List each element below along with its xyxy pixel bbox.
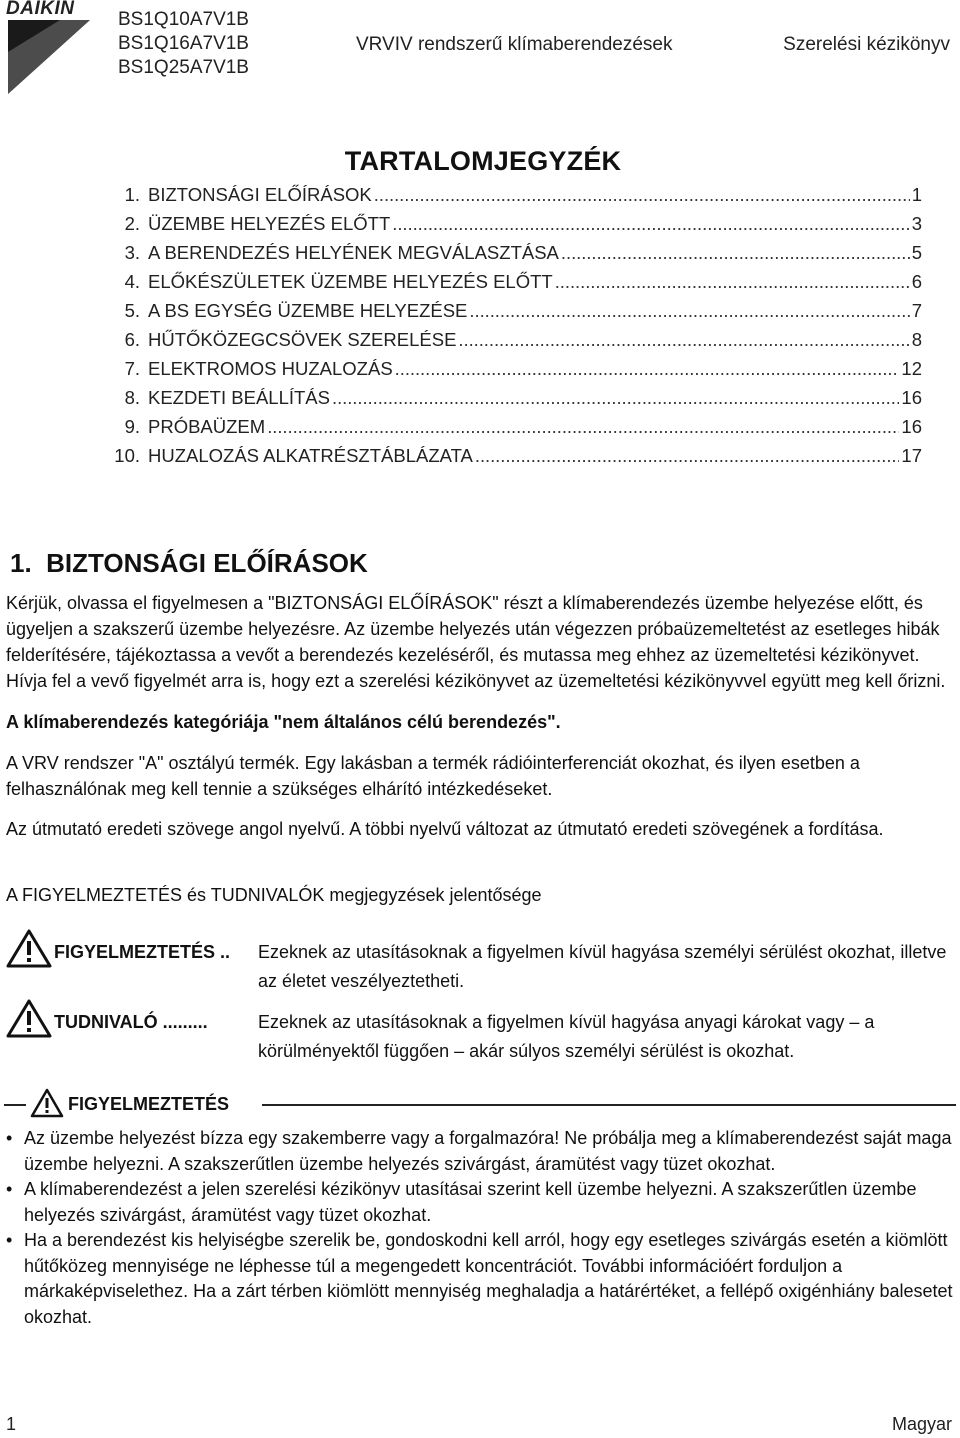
toc-number: 8.: [124, 387, 140, 408]
toc-text: HŰTŐKÖZEGCSÖVEK SZERELÉSE: [148, 329, 457, 350]
toc-item[interactable]: [104, 358, 922, 387]
toc-item[interactable]: [104, 271, 922, 300]
toc-page: 16: [901, 387, 922, 408]
model-number: BS1Q10A7V1B: [118, 9, 249, 30]
toc-number: 9.: [124, 416, 140, 437]
list-item: • Az üzembe helyezést bízza egy szakemberre vagy a forgalmazóra! Ne próbálja meg a klímaberendezést saját maga üzembe helyezni. A szakszerűtlen üzembe helyezés szivárgást, áramütést vagy tüzet okozhat.: [6, 1126, 956, 1177]
toc-page: 3: [911, 213, 922, 234]
list-item: • Ha a berendezést kis helyiségbe szerelik be, gondoskodni kell arról, hogy egy esetleges szivárgás esetén a kiömlött hűtőközeg mennyisége ne léphesse túl a megengedett koncentrációt. További információért forduljon a márkaképviselethez. Ha a zárt térben kiömlött mennyiség meghaladja a határértéket, a fellépő oxigénhiány balesetet okozhat.: [6, 1228, 956, 1330]
caution-triangle-icon: [6, 998, 52, 1038]
vrv-class-paragraph: A VRV rendszer "A" osztályú termék. Egy lakásban a termék rádióinterferenciát okozhat, és ilyen esetben a felhasználónak meg kell tennie a szükséges elhárító intézkedéseket.: [6, 753, 860, 799]
toc-item[interactable]: [104, 445, 922, 474]
toc-text: A BERENDEZÉS HELYÉNEK MEGVÁLASZTÁSA: [148, 242, 559, 263]
document-type: Szerelési kézikönyv: [783, 34, 950, 55]
warning-triangle-icon: [6, 928, 52, 968]
warning-list: [6, 1126, 956, 1330]
toc-leader: [469, 300, 909, 322]
toc-text: HUZALOZÁS ALKATRÉSZTÁBLÁZATA: [148, 445, 473, 466]
toc-leader: [395, 358, 900, 380]
brand-logo: [4, 0, 104, 96]
toc-page: 5: [911, 242, 922, 263]
toc-text: PRÓBAÜZEM: [148, 416, 266, 437]
toc-leader: [458, 329, 909, 351]
category-statement: A klímaberendezés kategóriája "nem általános célú berendezés".: [6, 712, 561, 732]
logo-triangle-icon: [8, 20, 90, 94]
table-of-contents: [104, 184, 922, 474]
brand-name: DAIKIN: [6, 0, 75, 19]
toc-page: 6: [911, 271, 922, 292]
toc-text: BIZTONSÁGI ELŐÍRÁSOK: [148, 184, 372, 205]
toc-leader: [475, 445, 900, 467]
original-language-paragraph: Az útmutató eredeti szövege angol nyelvű. A többi nyelvű változat az útmutató eredeti szövegének a fordítása.: [6, 819, 884, 839]
rule-line: [4, 1104, 26, 1106]
notice-label: TUDNIVALÓ .........: [54, 1012, 208, 1032]
section-title: 1. BIZTONSÁGI ELŐÍRÁSOK: [10, 548, 368, 578]
document-subtitle: VRVIV rendszerű klímaberendezések: [356, 34, 673, 55]
caution-notice: [6, 998, 946, 1064]
toc-leader: [332, 387, 899, 409]
toc-number: 6.: [124, 329, 140, 350]
toc-leader: [561, 242, 910, 264]
model-list: [118, 8, 249, 80]
warning-heading-label: FIGYELMEZTETÉS: [68, 1094, 230, 1114]
notice-text: Ezeknek az utasításoknak a figyelmen kívül hagyása anyagi károkat vagy – a körülményektől függően – akár súlyos személyi sérülést is okozhat.: [258, 1012, 875, 1061]
language-label: Magyar: [891, 1414, 952, 1434]
list-item: • A klímaberendezést a jelen szerelési kézikönyv utasításai szerint kell üzembe helyezni. A szakszerűtlen üzembe helyezés szivárgást, áramütést vagy tüzet okozhat.: [6, 1177, 956, 1228]
toc-number: 3.: [124, 242, 140, 263]
toc-item[interactable]: [104, 242, 922, 271]
toc-item[interactable]: [104, 416, 922, 445]
toc-text: KEZDETI BEÁLLÍTÁS: [148, 387, 330, 408]
toc-item[interactable]: [104, 184, 922, 213]
toc-item[interactable]: [104, 387, 922, 416]
notice-text: Ezeknek az utasításoknak a figyelmen kívül hagyása személyi sérülést okozhat, illetve az életet veszélyeztetheti.: [258, 942, 947, 991]
toc-text: ÜZEMBE HELYEZÉS ELŐTT: [148, 213, 391, 234]
toc-page: 12: [901, 358, 922, 379]
toc-leader: [555, 271, 910, 293]
toc-text: ELEKTROMOS HUZALOZÁS: [148, 358, 393, 379]
warning-notice: [6, 928, 946, 992]
toc-number: 1.: [124, 184, 140, 205]
toc-text: A BS EGYSÉG ÜZEMBE HELYEZÉSE: [148, 300, 468, 321]
toc-title: TARTALOMJEGYZÉK: [344, 146, 622, 176]
toc-number: 2.: [124, 213, 140, 234]
toc-leader: [374, 184, 910, 206]
toc-item[interactable]: [104, 329, 922, 358]
toc-number: 5.: [124, 300, 140, 321]
toc-page: 16: [901, 416, 922, 437]
notice-label: FIGYELMEZTETÉS ..: [54, 942, 231, 962]
model-number: BS1Q16A7V1B: [118, 33, 249, 54]
model-number: BS1Q25A7V1B: [118, 57, 249, 78]
toc-number: 4.: [124, 271, 140, 292]
toc-page: 17: [901, 445, 922, 466]
toc-item[interactable]: [104, 300, 922, 329]
rule-line: [262, 1104, 956, 1106]
warning-triangle-icon: [30, 1088, 64, 1118]
toc-leader: [392, 213, 909, 235]
toc-page: 7: [911, 300, 922, 321]
toc-number: 7.: [124, 358, 140, 379]
toc-number: 10.: [114, 445, 140, 466]
toc-page: 8: [911, 329, 922, 350]
toc-leader: [267, 416, 899, 438]
intro-paragraph: Kérjük, olvassa el figyelmesen a "BIZTONSÁGI ELŐÍRÁSOK" részt a klímaberendezés üzembe helyezése előtt, és ügyeljen a szakszerű üzembe helyezésre. Az üzembe helyezés után végezzen próbaüzemeltetést az esetleges hibák felderítésére, tájékoztassa a vevőt a berendezés kezeléséről, és mutassa meg ehhez az üzemeltetési kézikönyvet. Hívja fel a vevő figyelmét arra is, hogy ezt a szerelési kézikönyvet az üzemeltetési kézikönyvvel együtt meg kell őrizni.: [6, 593, 946, 691]
warning-heading: [0, 1086, 960, 1126]
toc-text: ELŐKÉSZÜLETEK ÜZEMBE HELYEZÉS ELŐTT: [148, 271, 553, 292]
notice-meaning-title: A FIGYELMEZTETÉS és TUDNIVALÓK megjegyzések jelentősége: [6, 885, 542, 905]
toc-page: 1: [911, 184, 922, 205]
toc-item[interactable]: [104, 213, 922, 242]
page-number: 1: [6, 1414, 17, 1434]
